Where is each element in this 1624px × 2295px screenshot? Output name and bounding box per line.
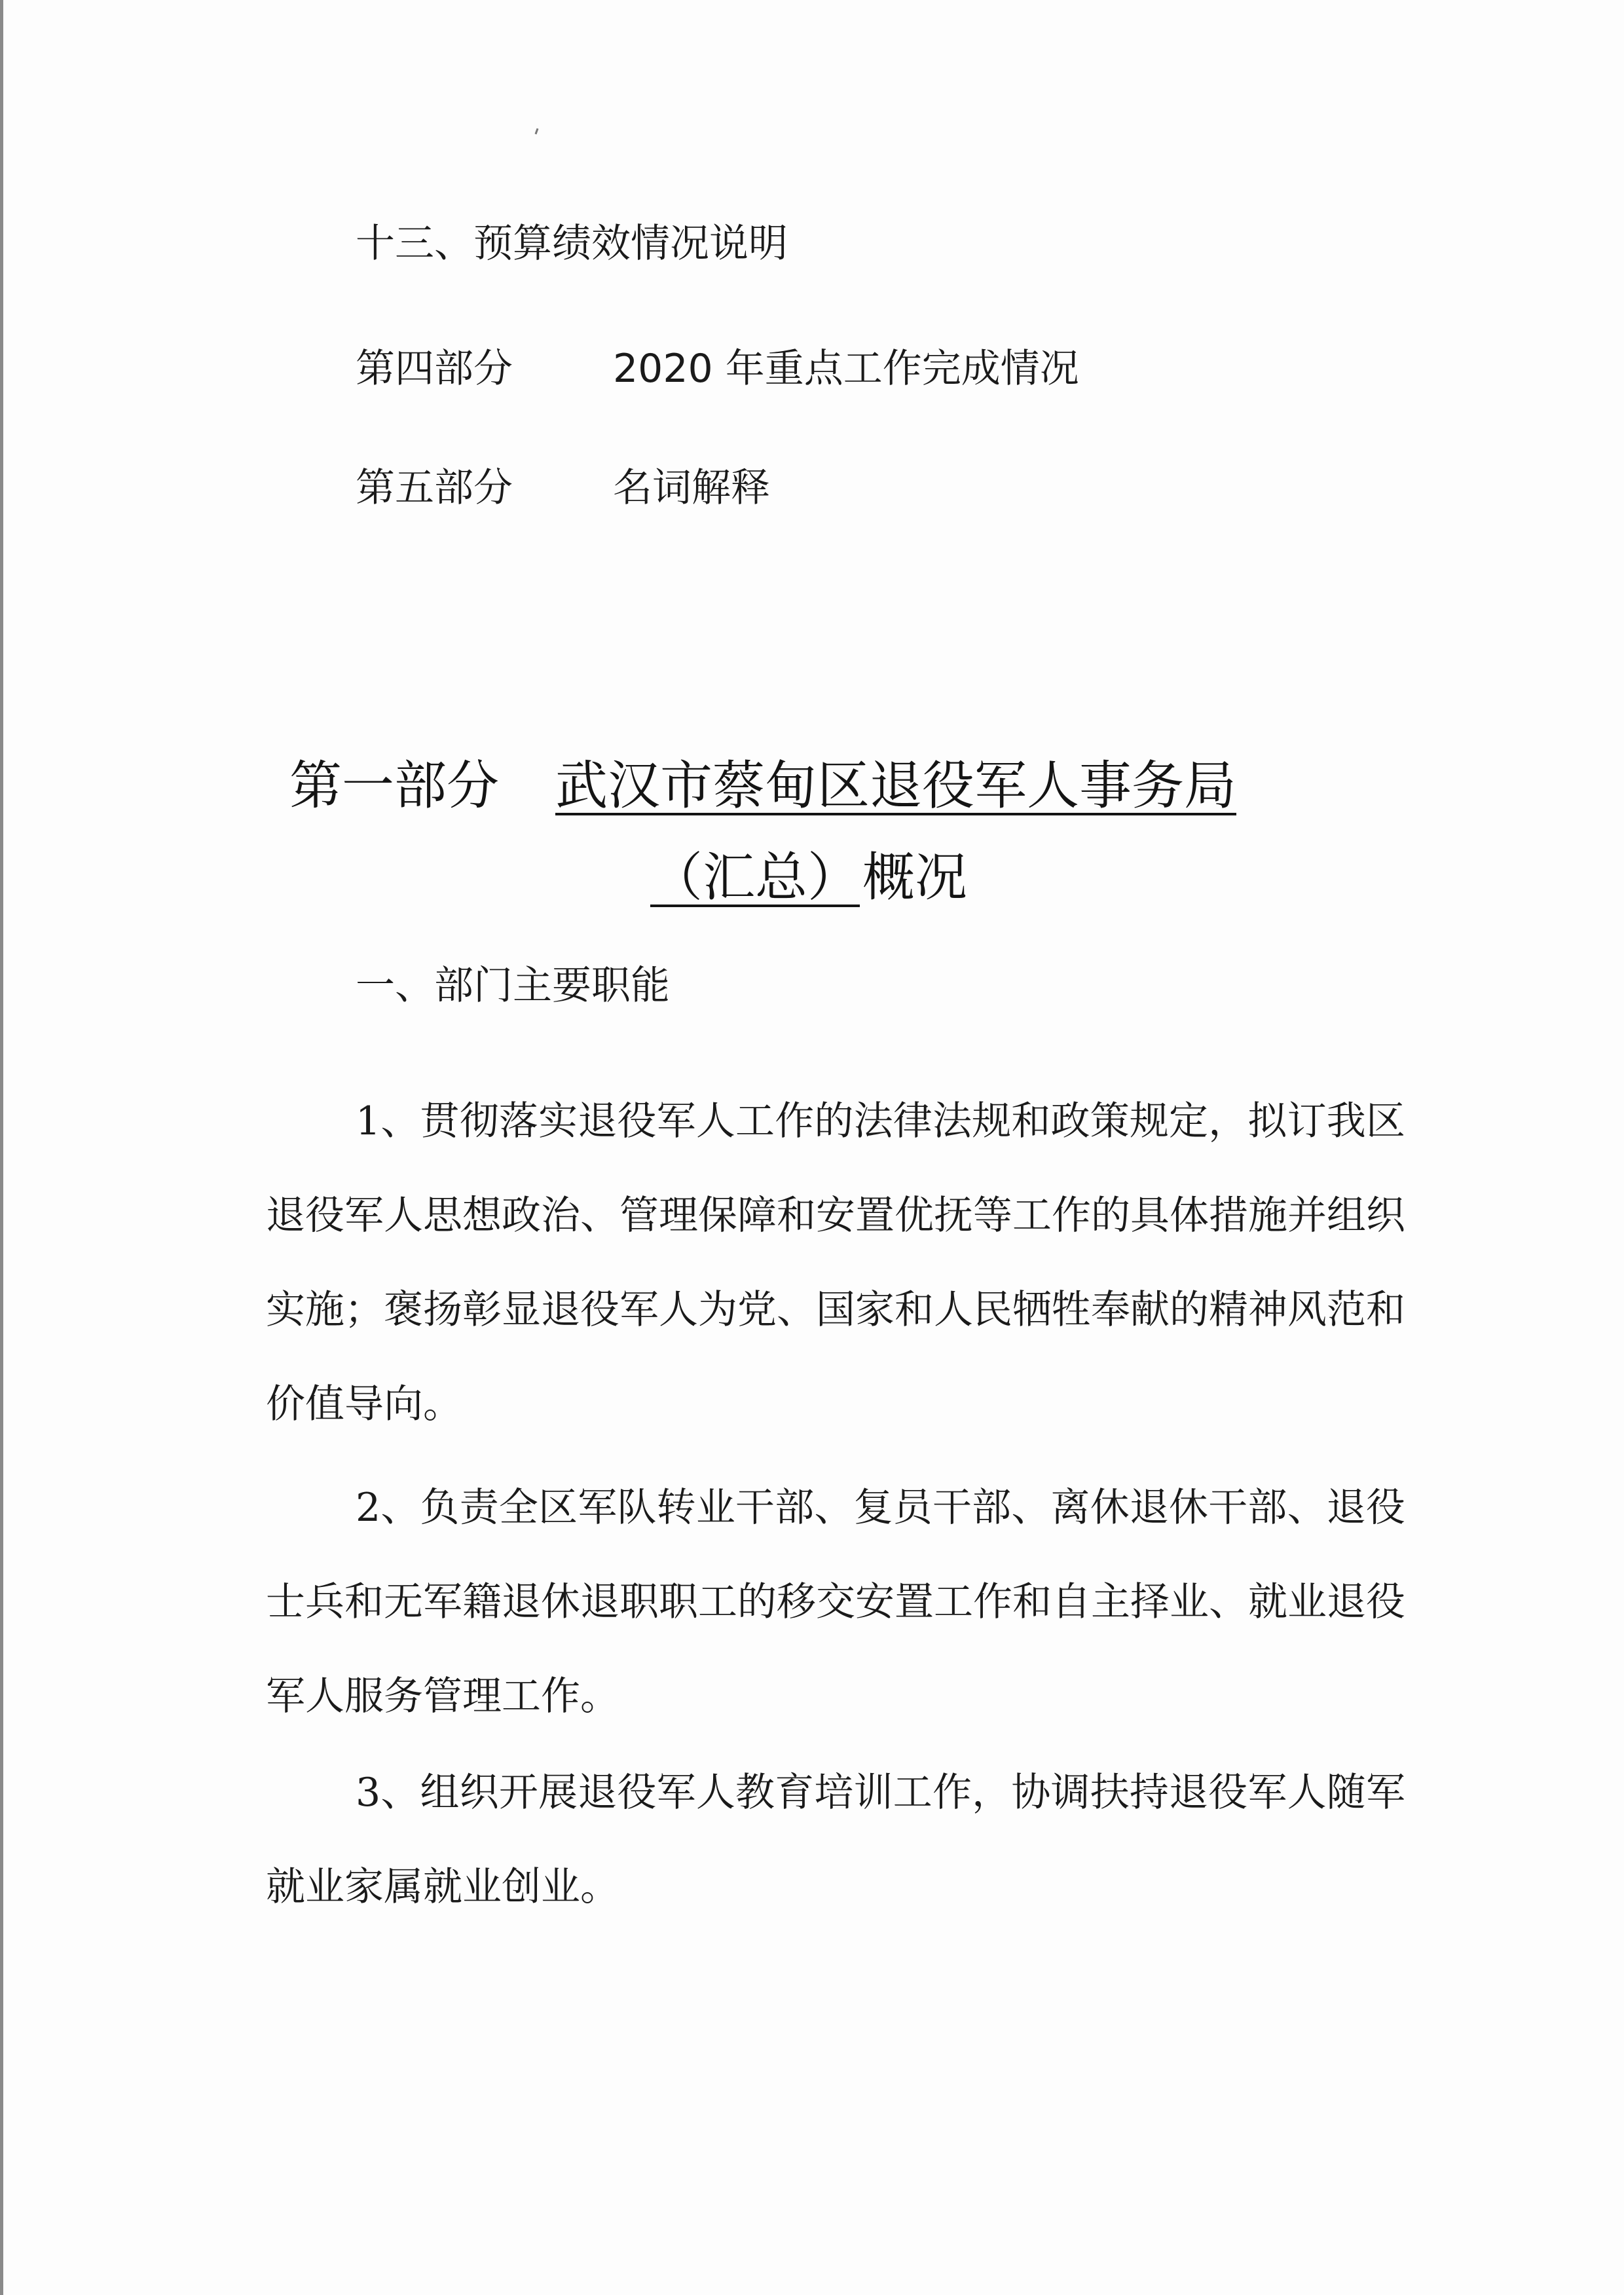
part-1-title-line-1	[289, 753, 1236, 819]
duty-paragraph-2: 2、负责全区军队转业干部、复员干部、离休退休干部、退役士兵和无军籍退休退职职工的移交安置工作和自主择业、就业退役军人服务管理工作。	[266, 1485, 1405, 1719]
department-name: 武汉市蔡甸区退役军人事务局	[555, 755, 1236, 816]
toc-item-13: 十三、预算绩效情况说明	[356, 221, 788, 267]
part-1-title-line-2	[650, 845, 967, 910]
toc-part-4	[356, 343, 1079, 395]
scan-edge	[0, 0, 3, 2295]
toc-part-4-title: 2020 年重点工作完成情况	[613, 346, 1079, 392]
scan-speck	[535, 128, 539, 134]
toc-part-4-label: 第四部分	[356, 346, 513, 392]
section-heading-main-functions: 一、部门主要职能	[356, 963, 670, 1009]
part-1-label: 第一部分	[289, 755, 499, 816]
toc-part-5-label: 第五部分	[356, 465, 513, 511]
toc-part-5	[356, 462, 770, 514]
summary-paren: （汇总）	[650, 847, 860, 908]
toc-part-5-title: 名词解释	[613, 465, 770, 511]
duty-paragraph-3: 3、组织开展退役军人教育培训工作，协调扶持退役军人随军就业家属就业创业。	[266, 1770, 1405, 1910]
overview-suffix: 概况	[862, 847, 967, 908]
duty-paragraph-1: 1、贯彻落实退役军人工作的法律法规和政策规定，拟订我区退役军人思想政治、管理保障和安置优抚等工作的具体措施并组织实施；褒扬彰显退役军人为党、国家和人民牺牲奉献的精神风范和价值导向。	[266, 1098, 1405, 1427]
